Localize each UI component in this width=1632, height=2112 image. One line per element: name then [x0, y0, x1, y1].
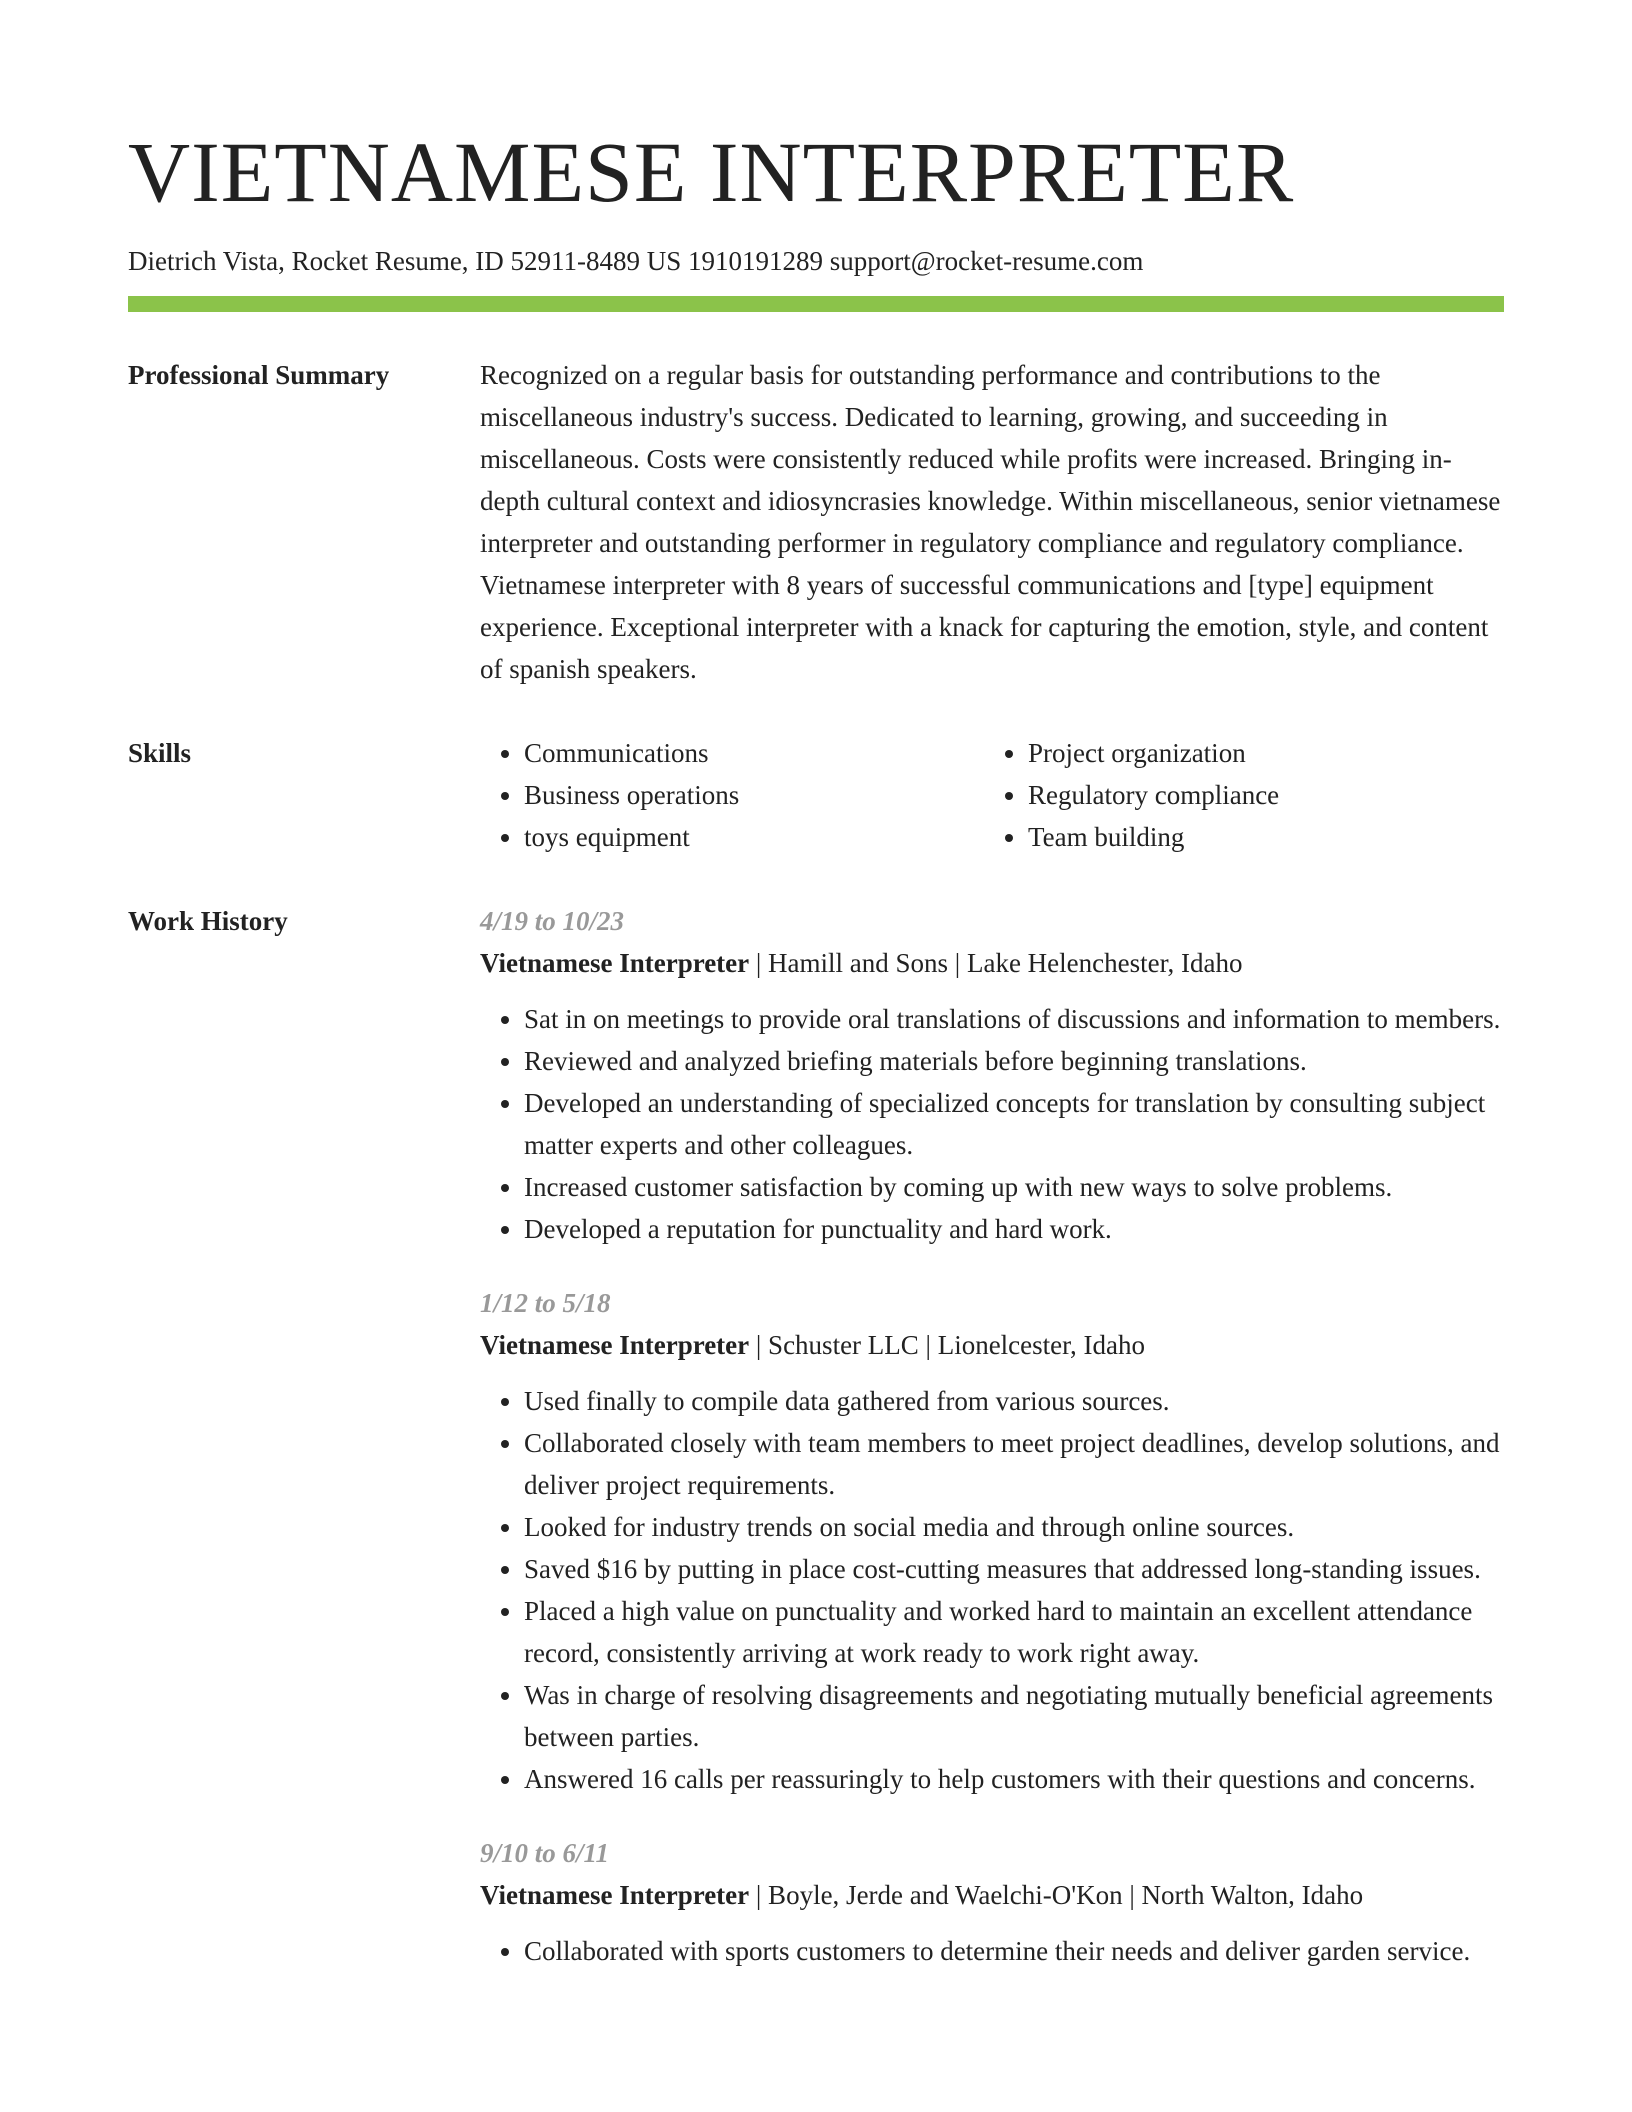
- job-bullet: • Reviewed and analyzed briefing materials before beginning translations.: [524, 1040, 1504, 1082]
- job-title: Vietnamese Interpreter: [480, 948, 750, 978]
- skills-list-left: [480, 732, 984, 858]
- job-heading: [480, 1324, 1504, 1366]
- work-history-section: [128, 900, 1504, 2004]
- job-bullet: • Used finally to compile data gathered from various sources.: [524, 1380, 1504, 1422]
- skills-heading: Skills: [128, 738, 192, 768]
- skill-item: • Project organization: [1028, 732, 1488, 774]
- job-bullet: • Developed a reputation for punctuality and hard work.: [524, 1208, 1504, 1250]
- job-bullet: • Saved $16 by putting in place cost-cutting measures that addressed long-standing issues.: [524, 1548, 1504, 1590]
- skill-item: • Communications: [524, 732, 984, 774]
- work-history-heading: Work History: [128, 906, 288, 936]
- job-entry: [480, 1832, 1504, 1972]
- job-bullets: [480, 998, 1504, 1250]
- job-bullet: • Collaborated with sports customers to determine their needs and deliver garden service.: [524, 1930, 1504, 1972]
- job-details: | Hamill and Sons | Lake Helenchester, Idaho: [749, 948, 1243, 978]
- job-dates: 9/10 to 6/11: [480, 1838, 610, 1868]
- job-bullet: • Was in charge of resolving disagreements and negotiating mutually beneficial agreements between parties.: [524, 1674, 1504, 1758]
- job-dates: 4/19 to 10/23: [480, 906, 625, 936]
- job-entry: [480, 900, 1504, 1250]
- job-title: Vietnamese Interpreter: [480, 1880, 750, 1910]
- contact-line: Dietrich Vista, Rocket Resume, ID 52911-8489 US 1910191289 support@rocket-resume.com: [128, 246, 1144, 276]
- summary-content: [480, 354, 1504, 690]
- summary-heading: Professional Summary: [128, 360, 390, 390]
- job-bullet: • Looked for industry trends on social media and through online sources.: [524, 1506, 1504, 1548]
- job-heading: [480, 942, 1504, 984]
- job-bullet: • Answered 16 calls per reassuringly to help customers with their questions and concerns.: [524, 1758, 1504, 1800]
- skills-list-right: [984, 732, 1488, 858]
- summary-section: [128, 354, 1504, 690]
- skill-item: • Team building: [1028, 816, 1488, 858]
- accent-divider: [128, 296, 1504, 312]
- skills-section: [128, 732, 1504, 858]
- job-bullet: • Collaborated closely with team members to meet project deadlines, develop solutions, and deliver project requirements.: [524, 1422, 1504, 1506]
- job-bullets: [480, 1380, 1504, 1800]
- job-entry: [480, 1282, 1504, 1800]
- resume-name: VIETNAMESE INTERPRETER: [128, 124, 1295, 220]
- job-heading: [480, 1874, 1504, 1916]
- job-bullet: • Sat in on meetings to provide oral translations of discussions and information to members.: [524, 998, 1504, 1040]
- skill-item: • Regulatory compliance: [1028, 774, 1488, 816]
- summary-text: Recognized on a regular basis for outstanding performance and contributions to the miscellaneous industry's success. Dedicated to learning, growing, and succeeding in miscellaneous. Costs were consistently reduced while profits were increased. Bringing in-depth cultural context and idiosyncrasies knowledge. Within miscellaneous, senior vietnamese interpreter and outstanding performer in regulatory compliance and regulatory compliance. Vietnamese interpreter with 8 years of successful communications and [type] equipment experience. Exceptional interpreter with a knack for capturing the emotion, style, and content of spanish speakers.: [480, 360, 1501, 684]
- resume-page: [128, 0, 1504, 2004]
- job-bullets: [480, 1930, 1504, 1972]
- skill-item: • toys equipment: [524, 816, 984, 858]
- skills-content: [480, 732, 1504, 858]
- job-bullet: • Increased customer satisfaction by coming up with new ways to solve problems.: [524, 1166, 1504, 1208]
- job-dates: 1/12 to 5/18: [480, 1288, 611, 1318]
- job-details: | Boyle, Jerde and Waelchi-O'Kon | North Walton, Idaho: [749, 1880, 1364, 1910]
- work-history-content: [480, 900, 1504, 2004]
- job-bullet: • Placed a high value on punctuality and worked hard to maintain an excellent attendance record, consistently arriving at work ready to work right away.: [524, 1590, 1504, 1674]
- skill-item: • Business operations: [524, 774, 984, 816]
- job-bullet: • Developed an understanding of specialized concepts for translation by consulting subject matter experts and other colleagues.: [524, 1082, 1504, 1166]
- job-title: Vietnamese Interpreter: [480, 1330, 750, 1360]
- job-details: | Schuster LLC | Lionelcester, Idaho: [749, 1330, 1146, 1360]
